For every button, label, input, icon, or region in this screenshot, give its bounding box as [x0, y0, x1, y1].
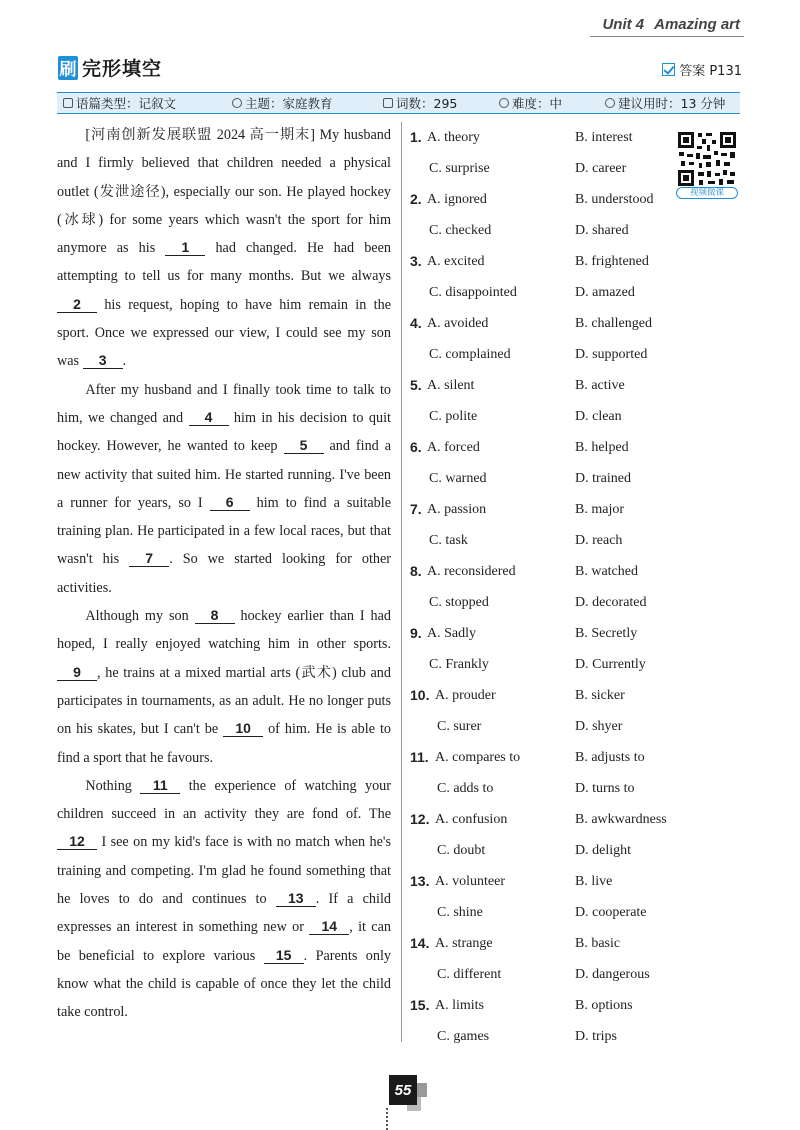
option-b[interactable]: B. awkwardness	[575, 812, 667, 827]
option-c[interactable]: C. games	[437, 1029, 490, 1044]
option-d[interactable]: D. trained	[575, 471, 631, 486]
option-d[interactable]: D. trips	[575, 1029, 617, 1044]
option-d[interactable]: D. reach	[575, 533, 623, 548]
info-theme-text: 主题：家庭教育	[245, 96, 333, 111]
option-b[interactable]: B. understood	[575, 192, 654, 207]
question-row-second	[410, 339, 740, 370]
passage-text-segment: the experience of watching your children succeed in an activity they are fond of. The	[57, 777, 391, 823]
question-number: 12.	[410, 811, 430, 827]
page-dots	[386, 1108, 388, 1130]
question-row	[410, 184, 740, 215]
question-number: 3.	[410, 253, 422, 269]
option-d[interactable]: D. shared	[575, 223, 629, 238]
book-icon	[383, 98, 393, 108]
info-genre-text: 语篇类型：记叙文	[76, 96, 177, 111]
question-row	[410, 246, 740, 277]
info-difficulty-text: 难度：中	[512, 96, 563, 111]
option-a[interactable]: A. Sadly	[427, 626, 476, 641]
info-time-text: 建议用时：13 分钟	[618, 96, 726, 111]
blank-4[interactable]: 4	[189, 409, 229, 426]
option-a[interactable]: A. compares to	[435, 750, 521, 765]
info-genre	[63, 94, 176, 112]
option-c[interactable]: C. complained	[429, 347, 511, 362]
passage-text-segment: had changed. He had been attempting to tell us for many months. But we always	[57, 240, 391, 285]
question-number: 5.	[410, 377, 422, 393]
question-number: 11.	[410, 749, 429, 765]
question-row-second	[410, 897, 740, 928]
answer-reference	[662, 60, 742, 79]
option-b[interactable]: B. major	[575, 502, 624, 517]
question-row-second	[410, 215, 740, 246]
question-number: 1.	[410, 129, 422, 145]
question-row	[410, 618, 740, 649]
option-b[interactable]: B. live	[575, 874, 613, 889]
option-a[interactable]: A. prouder	[435, 688, 496, 703]
question-row	[410, 432, 740, 463]
option-d[interactable]: D. supported	[575, 347, 648, 362]
question-row	[410, 742, 740, 773]
options-list	[410, 122, 740, 1052]
passage-text-segment: him in his decision to quit hockey. However, he wanted to keep	[57, 409, 391, 455]
info-word-count-text: 词数：295	[396, 96, 458, 111]
question-number: 10.	[410, 687, 430, 703]
option-c[interactable]: C. surprise	[429, 161, 490, 176]
question-row-second	[410, 959, 740, 990]
option-a[interactable]: A. forced	[427, 440, 480, 455]
question-row-second	[410, 277, 740, 308]
blank-3[interactable]: 3	[83, 352, 123, 369]
question-number: 8.	[410, 563, 422, 579]
question-row	[410, 928, 740, 959]
option-c[interactable]: C. disappointed	[429, 285, 517, 300]
blank-7[interactable]: 7	[129, 550, 169, 567]
blank-14[interactable]: 14	[309, 918, 349, 935]
option-a[interactable]: A. volunteer	[435, 874, 505, 889]
clock-icon	[605, 98, 615, 108]
question-row-second	[410, 773, 740, 804]
unit-label: Unit 4	[602, 16, 645, 33]
passage-text-segment: , it can be beneficial to explore various	[57, 919, 391, 964]
passage-info-bar	[57, 92, 740, 114]
question-row-second	[410, 1021, 740, 1052]
option-b[interactable]: B. active	[575, 378, 625, 393]
option-b[interactable]: B. basic	[575, 936, 621, 951]
header-rule	[590, 36, 744, 37]
option-b[interactable]: B. Secretly	[575, 626, 638, 641]
option-b[interactable]: B. watched	[575, 564, 638, 579]
option-c[interactable]: C. checked	[429, 223, 492, 238]
question-row	[410, 804, 740, 835]
search-icon	[232, 98, 242, 108]
video-lesson-label[interactable]: 视频微课	[676, 187, 738, 199]
question-row	[410, 370, 740, 401]
passage-text-segment: . If a child expresses an interest in something new or	[57, 891, 391, 936]
info-time	[605, 94, 725, 112]
page-number: 55	[389, 1075, 417, 1105]
blank-11[interactable]: 11	[140, 777, 180, 794]
option-b[interactable]: B. challenged	[575, 316, 652, 331]
option-c[interactable]: C. task	[429, 533, 468, 548]
option-c[interactable]: C. surer	[437, 719, 482, 734]
document-icon	[63, 98, 73, 108]
passage-paragraph-1	[57, 121, 391, 376]
option-d[interactable]: D. cooperate	[575, 905, 647, 920]
info-word-count	[383, 94, 457, 112]
blank-13[interactable]: 13	[276, 890, 316, 907]
column-divider	[401, 122, 402, 1042]
question-row	[410, 556, 740, 587]
blank-9[interactable]: 9	[57, 664, 97, 681]
blank-8[interactable]: 8	[195, 607, 235, 624]
question-row	[410, 680, 740, 711]
blank-2[interactable]: 2	[57, 296, 97, 313]
info-difficulty	[499, 94, 562, 112]
option-a[interactable]: A. avoided	[427, 316, 489, 331]
blank-10[interactable]: 10	[223, 720, 263, 737]
option-c[interactable]: C. stopped	[429, 595, 489, 610]
option-d[interactable]: D. shyer	[575, 719, 623, 734]
page-number-badge	[389, 1075, 429, 1115]
option-c[interactable]: C. different	[437, 967, 502, 982]
blank-6[interactable]: 6	[210, 494, 250, 511]
blank-1[interactable]: 1	[165, 239, 205, 256]
option-b[interactable]: B. adjusts to	[575, 750, 645, 765]
question-row-second	[410, 587, 740, 618]
option-d[interactable]: D. clean	[575, 409, 622, 424]
passage-text-segment: . So we started looking for other activities.	[57, 551, 392, 596]
option-c[interactable]: C. polite	[429, 409, 478, 424]
question-row	[410, 122, 740, 153]
option-b[interactable]: B. sicker	[575, 688, 625, 703]
question-row-second	[410, 525, 740, 556]
option-a[interactable]: A. passion	[427, 502, 487, 517]
option-d[interactable]: D. Currently	[575, 657, 646, 672]
option-b[interactable]: B. helped	[575, 440, 629, 455]
option-a[interactable]: A. ignored	[427, 192, 487, 207]
option-a[interactable]: A. strange	[435, 936, 493, 951]
section-badge-icon: 刷	[58, 56, 78, 80]
section-title	[58, 54, 162, 81]
question-number: 4.	[410, 315, 422, 331]
option-d[interactable]: D. career	[575, 161, 627, 176]
blank-5[interactable]: 5	[284, 437, 324, 454]
passage-text-segment: his request, hoping to have him remain in the sport. Once we expressed our view, I could see my son was	[57, 296, 391, 370]
question-number: 9.	[410, 625, 422, 641]
passage-paragraph-4	[57, 772, 391, 1027]
question-number: 7.	[410, 501, 422, 517]
section-name: 完形填空	[82, 58, 163, 80]
option-d[interactable]: D. amazed	[575, 285, 635, 300]
passage-text-segment: . Parents only know what the child is capable of once they let the child take control.	[57, 947, 391, 1021]
question-row	[410, 308, 740, 339]
option-b[interactable]: B. frightened	[575, 254, 649, 269]
passage-text-segment: him to find a suitable training plan. He participated in a few local races, but that wasn't his	[57, 494, 392, 568]
option-a[interactable]: A. silent	[427, 378, 475, 393]
option-a[interactable]: A. theory	[427, 130, 480, 145]
option-d[interactable]: D. dangerous	[575, 967, 650, 982]
gauge-icon	[499, 98, 509, 108]
option-a[interactable]: A. reconsidered	[427, 564, 516, 579]
blank-12[interactable]: 12	[57, 833, 97, 850]
question-row-second	[410, 153, 740, 184]
passage-text-segment: After my husband and I finally took time to talk to him, we changed and	[57, 381, 391, 426]
passage-text-segment: .	[122, 353, 127, 370]
passage-text-segment: I see on my kid's face is with no match when he's training and competing. I'm glad he found something that he loves to do and continues to	[57, 834, 391, 908]
passage-text	[57, 121, 391, 1027]
question-number: 2.	[410, 191, 422, 207]
checkbox-icon	[662, 63, 675, 76]
option-d[interactable]: D. delight	[575, 843, 631, 858]
question-row-second	[410, 835, 740, 866]
question-row	[410, 990, 740, 1021]
question-number: 14.	[410, 935, 430, 951]
question-row	[410, 494, 740, 525]
passage-paragraph-3	[57, 602, 391, 772]
question-number: 15.	[410, 997, 430, 1013]
option-c[interactable]: C. Frankly	[429, 657, 489, 672]
unit-header	[602, 16, 740, 33]
question-number: 6.	[410, 439, 422, 455]
option-c[interactable]: C. adds to	[437, 781, 494, 796]
passage-paragraph-2	[57, 376, 391, 602]
passage-text-segment: and find a new activity that suited him. He started running. I've been a runner for years, so I	[57, 438, 392, 511]
option-a[interactable]: A. excited	[427, 254, 485, 269]
unit-title: Amazing art	[654, 16, 740, 33]
option-c[interactable]: C. shine	[437, 905, 483, 920]
question-row-second	[410, 401, 740, 432]
question-row-second	[410, 463, 740, 494]
answer-page-label: 答案 P131	[679, 64, 742, 79]
passage-text-segment: hockey earlier than I had hoped, I really enjoyed watching him in other sports.	[57, 608, 391, 653]
passage-text-segment: Although my son	[85, 608, 195, 625]
passage-text-segment: Nothing	[85, 777, 141, 794]
question-number: 13.	[410, 873, 430, 889]
option-c[interactable]: C. doubt	[437, 843, 486, 858]
info-theme	[232, 94, 333, 112]
option-a[interactable]: A. confusion	[435, 812, 508, 827]
passage-text-segment: of him. He is able to find a sport that he favours.	[57, 721, 391, 766]
option-c[interactable]: C. warned	[429, 471, 487, 486]
passage-text-segment: , he trains at a mixed martial arts (武术) club and participates in tournaments, as an adult. He no longer puts on his skates, but I can't be	[57, 664, 391, 738]
question-row	[410, 866, 740, 897]
passage-text-segment: [河南创新发展联盟 2024 高一期末] My husband and I firmly believed that children needed a physical outlet (发泄途径), especially our son. He played hockey (冰球) for some years which wasn't the sport for him anymore as his	[57, 127, 391, 257]
option-d[interactable]: D. decorated	[575, 595, 647, 610]
option-a[interactable]: A. limits	[435, 998, 485, 1013]
blank-15[interactable]: 15	[264, 947, 304, 964]
option-d[interactable]: D. turns to	[575, 781, 635, 796]
option-b[interactable]: B. options	[575, 998, 633, 1013]
option-b[interactable]: B. interest	[575, 130, 633, 145]
question-row-second	[410, 711, 740, 742]
question-row-second	[410, 649, 740, 680]
